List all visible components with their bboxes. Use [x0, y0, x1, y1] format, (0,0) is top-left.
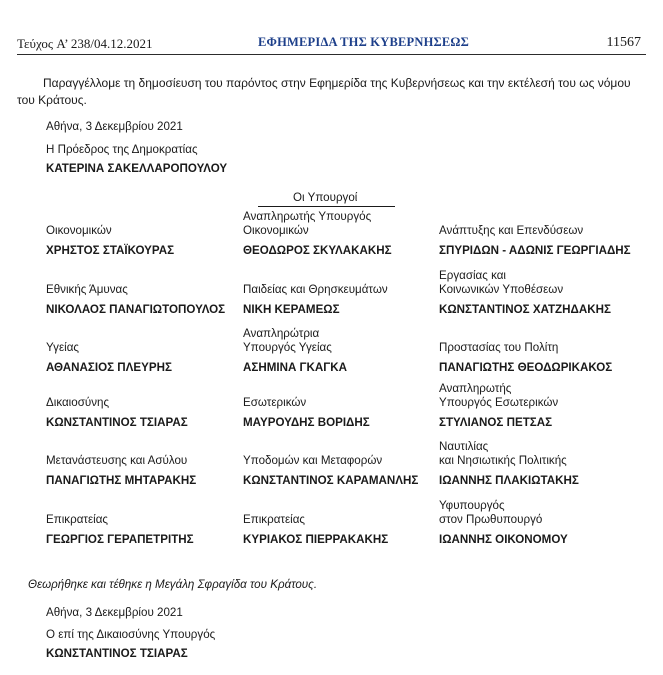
- minister-signature: [439, 224, 631, 258]
- minister-role: Υπουργός Εσωτερικών: [439, 396, 559, 409]
- minister-name: ΙΩΑΝΝΗΣ ΟΙΚΟΝΟΜΟΥ: [439, 533, 568, 546]
- minister-name: ΚΩΝΣΤΑΝΤΙΝΟΣ ΚΑΡΑΜΑΝΛΗΣ: [243, 474, 419, 487]
- minister-role: Υγείας: [46, 341, 80, 354]
- minister-role: Οικονομικών: [46, 224, 112, 237]
- minister-role: Επικρατείας: [46, 513, 109, 526]
- minister-role: Εθνικής Άμυνας: [46, 283, 128, 296]
- minister-name: ΘΕΟΔΩΡΟΣ ΣΚΥΛΑΚΑΚΗΣ: [243, 244, 392, 257]
- intro-paragraph: Παραγγέλλομε τη δημοσίευση του παρόντος στην Εφημερίδα της Κυβερνήσεως και την εκτέλεσή του ως νόμου του Κράτους.: [17, 76, 631, 107]
- minister-name: ΣΤΥΛΙΑΝΟΣ ΠΕΤΣΑΣ: [439, 416, 553, 429]
- minister-name: ΑΘΑΝΑΣΙΟΣ ΠΛΕΥΡΗΣ: [46, 361, 172, 374]
- minister-role: Μετανάστευσης και Ασύλου: [46, 454, 188, 467]
- issue-number: Τεύχος A’ 238/04.12.2021: [17, 36, 153, 51]
- minister-role: Οικονομικών: [243, 224, 309, 237]
- ministers-heading-underline: [258, 206, 395, 207]
- minister-signature: [439, 341, 612, 375]
- page-number: 11567: [606, 35, 641, 50]
- minister-role: Υποδομών και Μεταφορών: [243, 454, 383, 467]
- gazette-title: ΕΦΗΜΕΡΙΔΑ ΤΗΣ ΚΥΒΕΡΝΗΣΕΩΣ: [258, 35, 469, 49]
- minister-signature: [46, 283, 225, 317]
- minister-role: Υπουργός Υγείας: [243, 341, 332, 354]
- minister-role: Ανάπτυξης και Επενδύσεων: [439, 224, 584, 237]
- minister-signature: [439, 269, 611, 317]
- minister-signature: [439, 499, 568, 547]
- minister-signature: [243, 396, 370, 430]
- seal-note: Θεωρήθηκε και τέθηκε η Μεγάλη Σφραγίδα του Κράτους.: [28, 578, 318, 591]
- justice-minister-name: ΚΩΝΣΤΑΝΤΙΝΟΣ ΤΣΙΑΡΑΣ: [46, 647, 188, 660]
- minister-role: και Νησιωτικής Πολιτικής: [439, 454, 567, 467]
- minister-signature: [46, 224, 174, 258]
- minister-role: Επικρατείας: [243, 513, 306, 526]
- minister-name: ΠΑΝΑΓΙΩΤΗΣ ΘΕΟΔΩΡΙΚΑΚΟΣ: [439, 361, 613, 374]
- minister-role: Προστασίας του Πολίτη: [439, 341, 559, 354]
- minister-role: Κοινωνικών Υποθέσεων: [439, 283, 564, 296]
- minister-signature: [46, 396, 188, 430]
- president-name: ΚΑΤΕΡΙΝΑ ΣΑΚΕΛΛΑΡΟΠΟΥΛΟΥ: [46, 162, 228, 175]
- minister-role: Εργασίας και: [439, 269, 507, 282]
- minister-signature: [46, 341, 172, 375]
- minister-name: ΚΩΝΣΤΑΝΤΙΝΟΣ ΧΑΤΖΗΔΑΚΗΣ: [439, 303, 611, 316]
- place-date-2: Αθήνα, 3 Δεκεμβρίου 2021: [46, 606, 183, 619]
- minister-role: Δικαιοσύνης: [46, 396, 110, 409]
- minister-name: ΧΡΗΣΤΟΣ ΣΤΑΪΚΟΥΡΑΣ: [46, 244, 175, 257]
- minister-role: Εσωτερικών: [243, 396, 307, 409]
- minister-name: ΙΩΑΝΝΗΣ ΠΛΑΚΙΩΤΑΚΗΣ: [439, 474, 579, 487]
- minister-signature: [243, 513, 388, 547]
- minister-signature: [439, 382, 558, 430]
- minister-signature: [243, 454, 418, 488]
- minister-name: ΝΙΚΟΛΑΟΣ ΠΑΝΑΓΙΩΤΟΠΟΥΛΟΣ: [46, 303, 226, 316]
- minister-name: ΝΙΚΗ ΚΕΡΑΜΕΩΣ: [243, 303, 340, 316]
- minister-name: ΓΕΩΡΓΙΟΣ ΓΕΡΑΠΕΤΡΙΤΗΣ: [46, 533, 194, 546]
- minister-signature: [243, 283, 388, 317]
- place-date-1: Αθήνα, 3 Δεκεμβρίου 2021: [46, 120, 183, 133]
- ministers-heading: Οι Υπουργοί: [293, 191, 358, 204]
- header-divider: [17, 54, 646, 55]
- president-role: Η Πρόεδρος της Δημοκρατίας: [46, 143, 198, 156]
- minister-role: Υφυπουργός: [439, 499, 505, 512]
- minister-name: ΠΑΝΑΓΙΩΤΗΣ ΜΗΤΑΡΑΚΗΣ: [46, 474, 197, 487]
- minister-role: Αναπληρώτρια: [243, 327, 320, 340]
- minister-name: ΚΥΡΙΑΚΟΣ ΠΙΕΡΡΑΚΑΚΗΣ: [243, 533, 389, 546]
- minister-name: ΑΣΗΜΙΝΑ ΓΚΑΓΚΑ: [243, 361, 347, 374]
- minister-role: στον Πρωθυπουργό: [439, 513, 543, 526]
- minister-signature: [243, 210, 392, 258]
- minister-signature: [46, 513, 194, 547]
- minister-signature: [243, 327, 347, 375]
- justice-minister-role: Ο επί της Δικαιοσύνης Υπουργός: [46, 628, 216, 641]
- minister-signature: [439, 440, 579, 488]
- minister-name: ΣΠΥΡΙΔΩΝ - ΑΔΩΝΙΣ ΓΕΩΡΓΙΑΔΗΣ: [439, 244, 631, 257]
- minister-name: ΜΑΥΡΟΥΔΗΣ ΒΟΡΙΔΗΣ: [243, 416, 370, 429]
- minister-role: Ναυτιλίας: [439, 440, 489, 453]
- minister-role: Αναπληρωτής: [439, 382, 512, 395]
- minister-role: Αναπληρωτής Υπουργός: [243, 210, 372, 223]
- minister-signature: [46, 454, 196, 488]
- minister-role: Παιδείας και Θρησκευμάτων: [243, 283, 388, 296]
- minister-name: ΚΩΝΣΤΑΝΤΙΝΟΣ ΤΣΙΑΡΑΣ: [46, 416, 188, 429]
